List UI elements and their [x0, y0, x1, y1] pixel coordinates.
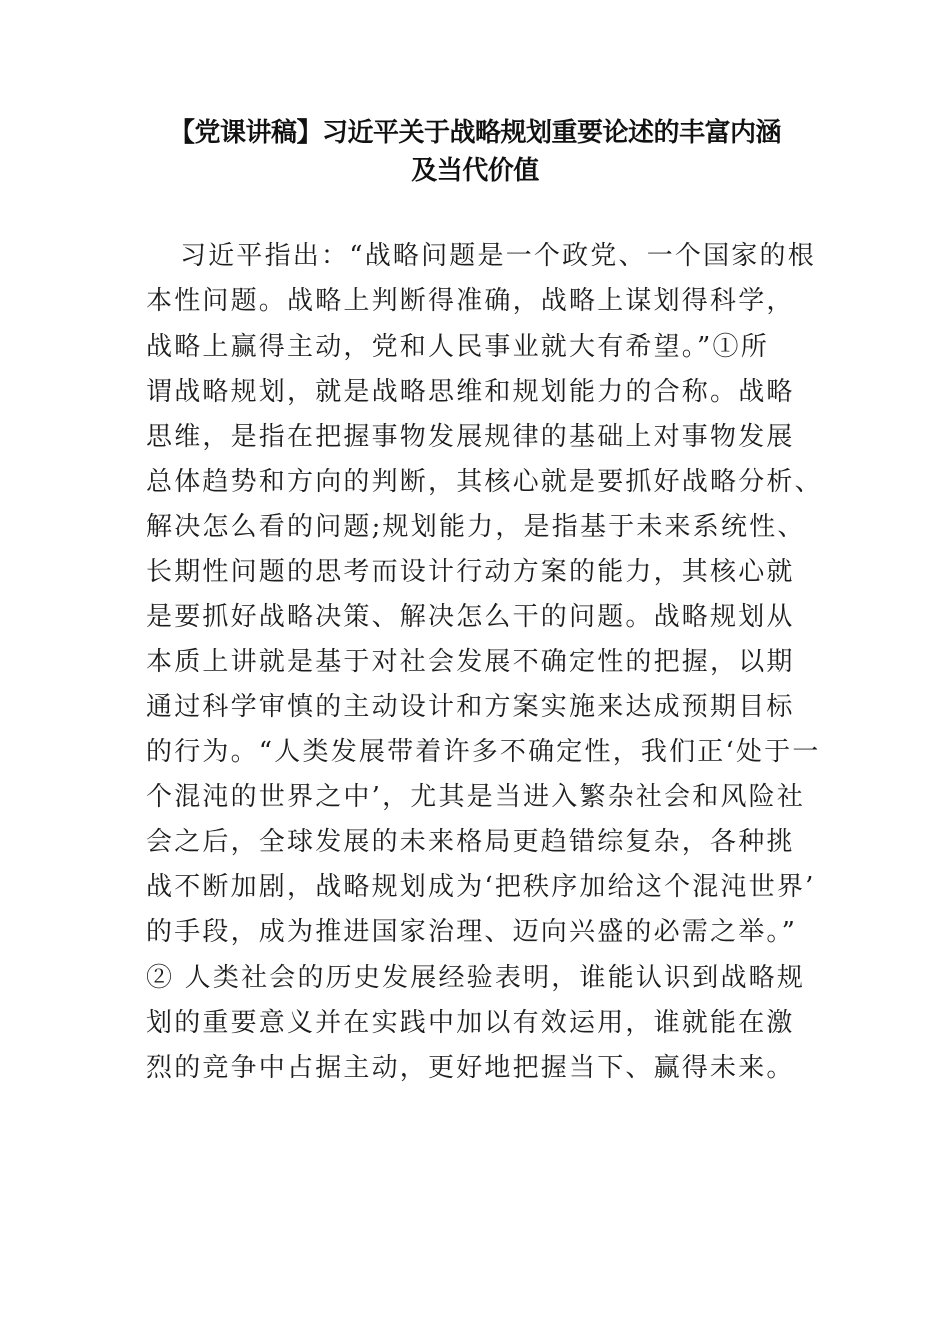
body-line: 思维，是指在把握事物发展规律的基础上对事物发展	[146, 422, 795, 452]
body-line: 解决怎么看的问题;规划能力，是指基于未来系统性、	[146, 512, 806, 542]
document-title	[120, 114, 830, 190]
body-line: 是要抓好战略决策、解决怎么干的问题。战略规划从	[146, 602, 795, 632]
body-line: 战略上赢得主动，党和人民事业就大有希望。”①所	[146, 332, 769, 362]
document-body	[146, 236, 823, 1093]
body-line: 个混沌的世界之中’，尤其是当进入繁杂社会和风险社	[146, 782, 806, 812]
body-line: 的行为。“人类发展带着许多不确定性，我们正‘处于一	[146, 737, 821, 767]
title-line: 及当代价值	[411, 156, 539, 186]
body-line: 本质上讲就是基于对社会发展不确定性的把握，以期	[146, 647, 795, 677]
body-line: 本性问题。战略上判断得准确，战略上谋划得科学，	[146, 286, 795, 316]
body-line: 谓战略规划，就是战略思维和规划能力的合称。战略	[146, 377, 795, 407]
body-line: 烈的竞争中占据主动，更好地把握当下、赢得未来。	[146, 1053, 795, 1083]
body-line: 会之后，全球发展的未来格局更趋错综复杂，各种挑	[146, 827, 795, 857]
body-line: 划的重要意义并在实践中加以有效运用，谁就能在激	[146, 1008, 795, 1038]
body-line: 的手段，成为推进国家治理、迈向兴盛的必需之举。”	[146, 917, 798, 947]
body-line: 总体趋势和方向的判断，其核心就是要抓好战略分析、	[146, 467, 823, 497]
title-line: 【党课讲稿】习近平关于战略规划重要论述的丰富内涵	[168, 118, 781, 148]
body-line: 战不断加剧，战略规划成为‘把秩序加给这个混沌世界’	[146, 872, 816, 902]
body-line: 习近平指出：“战略问题是一个政党、一个国家的根	[180, 241, 816, 271]
body-line: 通过科学审慎的主动设计和方案实施来达成预期目标	[146, 692, 795, 722]
body-line: 长期性问题的思考而设计行动方案的能力，其核心就	[146, 557, 795, 587]
body-line: ② 人类社会的历史发展经验表明，谁能认识到战略规	[146, 963, 806, 993]
